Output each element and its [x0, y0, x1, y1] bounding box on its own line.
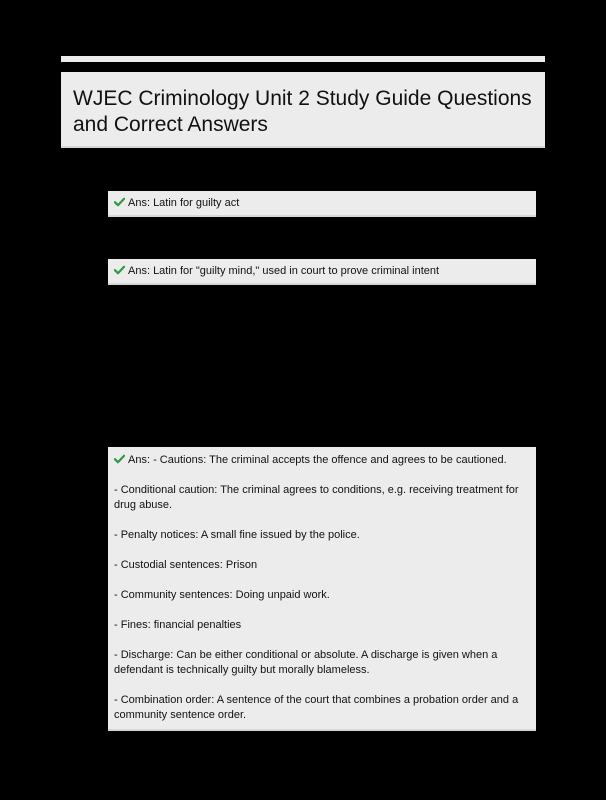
- answer-line: - Conditional caution: The criminal agrees to conditions, e.g. receiving treatment for drug abuse.: [114, 484, 519, 511]
- page-title: WJEC Criminology Unit 2 Study Guide Questions and Correct Answers: [73, 87, 532, 136]
- answer-text: Ans: - Cautions: The criminal accepts the offence and agrees to be cautioned.: [128, 454, 507, 466]
- answer-line: - Custodial sentences: Prison: [114, 559, 258, 571]
- answer-box-1: [108, 191, 536, 217]
- check-icon: [114, 197, 125, 207]
- check-icon: [114, 454, 125, 464]
- answer-line: - Penalty notices: A small fine issued by the police.: [114, 529, 360, 541]
- answer-line: - Fines: financial penalties: [114, 619, 242, 631]
- answer-text: Ans: Latin for guilty act: [128, 197, 240, 209]
- answer-line: - Combination order: A sentence of the court that combines a probation order and a community sentence order.: [114, 694, 519, 721]
- answer-line: [114, 453, 530, 468]
- answer-box-3: [108, 447, 536, 731]
- answer-line: [114, 196, 530, 211]
- answer-line: - Discharge: Can be either conditional or absolute. A discharge is given when a defendant is technically guilty but morally blameless.: [114, 649, 498, 676]
- answer-box-2: [108, 259, 536, 285]
- title-box: [61, 72, 545, 148]
- answer-line: [114, 264, 530, 279]
- top-rule: [61, 56, 545, 62]
- answer-text: Ans: Latin for "guilty mind," used in court to prove criminal intent: [128, 265, 440, 277]
- answer-line: - Community sentences: Doing unpaid work.: [114, 589, 330, 601]
- check-icon: [114, 265, 125, 275]
